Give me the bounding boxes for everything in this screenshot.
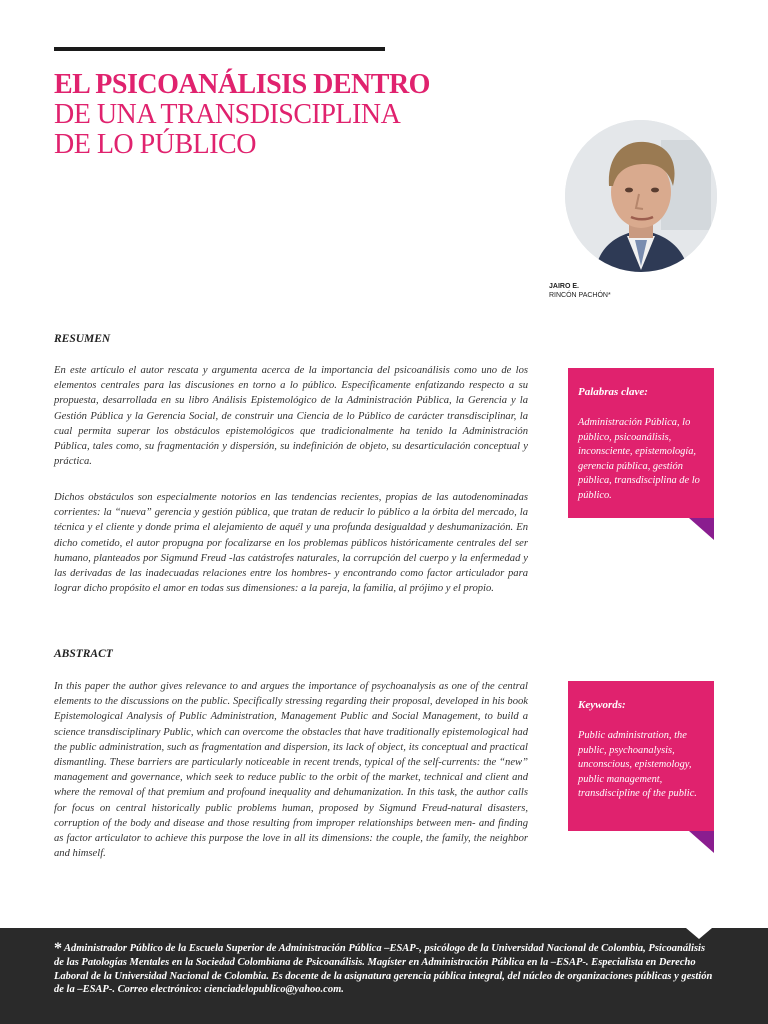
author-surname: RINCÓN PACHÓN*: [549, 292, 611, 299]
title-line-1: EL PSICOANÁLISIS DENTRO: [54, 69, 430, 100]
keywords-es-text: Administración Pública, lo público, psicoanálisis, inconsciente, epistemología, gerencia pública, gestión pública, transdisciplina de lo público.: [578, 417, 700, 501]
resumen-heading: RESUMEN: [54, 333, 111, 345]
title-line-2: DE UNA TRANSDISCIPLINA: [54, 99, 401, 130]
resumen-paragraph-2: Dichos obstáculos son especialmente notorios en las tendencias recientes, propias de las autodenominadas corrientes: la “nueva” gerencia y gestión pública, que tratan de reducir lo público a la órbita del mercado, la técnica y el cliente y donde prima el alejamiento de aquél y una profunda desigualdad y deshumanización. En dicho cometido, el autor propugna por focalizarse en los problemas públicos históricamente centrales del ser humano, planteados por Sigmund Freud -las catástrofes naturales, la corrupción del cuerpo y la enfermedad y las derivadas de las inadecuadas relaciones entre los hombres- y encontrando como factor articulador para lograr dicho propósito el amor en todas sus dimensiones: a la pareja, la familia, al prójimo y el propio.: [54, 492, 528, 595]
author-credit: [549, 282, 611, 300]
keywords-es-corner: [689, 518, 714, 540]
top-rule: [54, 47, 385, 51]
keywords-es-heading: Palabras clave:: [578, 386, 648, 398]
title-line-3: DE LO PÚBLICO: [54, 129, 256, 160]
author-photo: [565, 120, 717, 272]
footnote-star: *: [54, 940, 62, 957]
keywords-en-text: Public administration, the public, psychoanalysis, unconscious, epistemology, public management, transdiscipline of the public.: [578, 730, 697, 799]
resumen-paragraph-1: En este artículo el autor rescata y argumenta acerca de la importancia del psicoanálisis como uno de los elementos centrales para las discusiones en torno a lo público. Específicamente enfatizando respecto a su propuesta, desarrollada en su libro Análisis Epistemológico de la Administración Pública, la Gerencia y la Gestión Pública y la Gerencia Social, de construir una Ciencia de lo Público de carácter transdisciplinar, la cual permita superar los obstáculos epistemológicos que tradicionalmente ha tenido la Administración Pública, tales como, su fragmentación y dispersión, su indefinición de objeto, su desarticulación conceptual y práctica.: [54, 365, 528, 468]
footnote-text: Administrador Público de la Escuela Superior de Administración Pública –ESAP-, psicólogo de la Universidad Nacional de Colombia, Psicoanálisis de las Patologías Mentales en la Sociedad Colombiana de Psicoanálisis. Magíster en Administración Pública en la –ESAP-. Especialista en Derecho Laboral de la Universidad Nacional de Colombia. Es docente de la asignatura gerencia pública integral, del núcleo de organizaciones públicas y gestión de la –ESAP-. Correo electrónico: cienciadelopublico@yahoo.com.: [54, 943, 713, 996]
abstract-heading: ABSTRACT: [54, 648, 113, 660]
article-title: [54, 70, 494, 160]
keywords-en-corner: [689, 831, 714, 853]
author-name: JAIRO E.: [549, 283, 579, 290]
footer-notch: [686, 928, 712, 939]
keywords-en-box: [568, 681, 714, 831]
keywords-es-box: [568, 368, 714, 518]
abstract-paragraph: In this paper the author gives relevance to and argues the importance of psychoanalysis as one of the central elements to the discussions on the public. Specifically stressing regarding their proposal, developed in his book Epistemological Analysis of Public Administration, Management Public and Social Management, to build a science transdisciplinary Public, which can overcome the obstacles that have traditionally epistemological had the public administration, such as fragmentation and dispersion, its lack of object, its conceptual and practical dismantling. These barriers are particularly noticeable in recent trends, typical of the self-currents: the “new” management and governance, which seek to reduce public to the orbit of the market, technical and client and where the removal of that premium and profound inequality and dehumanization. In this task, the author calls for focus on central historically public problems human, proposed by Sigmund Freud-natural disasters, corruption of the body and disease and those resulting from improper relationships between men- and finding as factor articulator to achieve this purpose the love in all its dimensions: the couple, the family, the neighbor and himself.: [54, 681, 528, 860]
author-footnote: [54, 942, 714, 997]
keywords-en-heading: Keywords:: [578, 699, 626, 711]
